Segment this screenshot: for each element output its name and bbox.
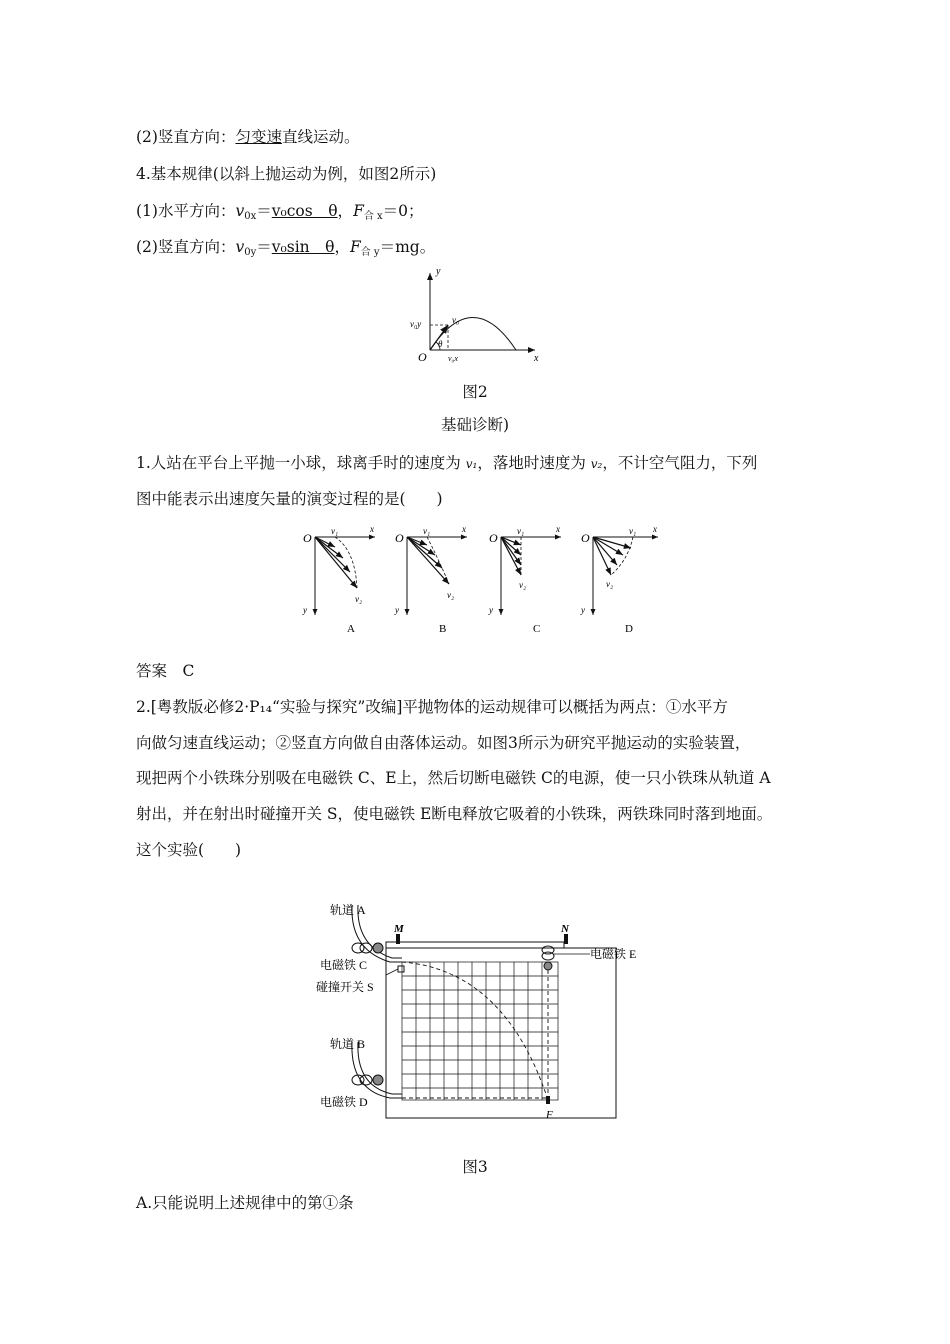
svg-text:x: x	[370, 524, 374, 534]
svg-text:O: O	[581, 531, 590, 545]
section-4-title: 4.基本规律(以斜上抛运动为例，如图2所示)	[136, 165, 437, 183]
question-2-line-1: 2.[粤教版必修2·P₁₄“实验与探究”改编]平抛物体的运动规律可以概括为两点：①水平方	[136, 698, 728, 716]
label-magnet-c: 电磁铁 C	[320, 958, 368, 972]
option-c-diagram	[488, 524, 561, 635]
trajectory-curve	[430, 318, 516, 351]
label-y: y	[436, 266, 441, 277]
question-2-line-4: 射出，并在射出时碰撞开关 S，使电磁铁 E断电释放它吸着的小铁珠，两铁珠同时落到地面。	[136, 805, 773, 823]
question-2-line-3: 现把两个小铁珠分别吸在电磁铁 C、E上，然后切断电磁铁 C的电源，使一只小铁珠从轨道 A	[136, 769, 771, 787]
figure-3-caption: 图3	[462, 1158, 488, 1176]
svg-text:O: O	[303, 531, 312, 545]
svg-text:v₂: v₂	[519, 580, 527, 590]
svg-text:v₁: v₁	[331, 526, 339, 536]
svg-text:v₁: v₁	[629, 526, 637, 536]
blank-answer: 匀变速	[235, 128, 282, 146]
question-2-line-2: 向做匀速直线运动；②竖直方向做自由落体运动。如图3所示为研究平抛运动的实验装置，	[136, 734, 751, 752]
svg-text:v₁: v₁	[423, 526, 431, 536]
answer-1: 答案 C	[136, 662, 195, 680]
label-switch-s: 碰撞开关 S	[316, 980, 374, 994]
svg-text:y: y	[395, 605, 399, 615]
label-magnet-d: 电磁铁 D	[320, 1095, 368, 1109]
label-f: F	[546, 1109, 553, 1121]
option-b-diagram	[394, 524, 467, 635]
svg-text:y: y	[303, 605, 307, 615]
grid	[402, 962, 558, 1100]
option-a-diagram	[302, 524, 375, 635]
question-1-options	[295, 520, 675, 645]
svg-text:x: x	[653, 524, 657, 534]
option-d-label: D	[625, 623, 633, 635]
label-track-b: 轨道 B	[330, 1037, 366, 1051]
horizontal-law-line: (1)水平方向：$v_{0x}=v_0\cos$ θ，$F_{合 x}=0$；	[136, 202, 424, 222]
figure-2-caption: 图2	[462, 383, 488, 401]
question-1-line-1: 1.人站在平台上平抛一小球，球离手时的速度为 v₁，落地时速度为 v₂，不计空气阻力，下列	[136, 454, 758, 472]
question-2-line-5: 这个实验( )	[136, 841, 242, 859]
svg-text:v₂: v₂	[606, 579, 614, 589]
svg-text:O: O	[489, 531, 498, 545]
svg-text:y: y	[489, 605, 493, 615]
svg-text:y: y	[581, 605, 585, 615]
label-v0x: v₀x	[448, 354, 458, 363]
label-x: x	[534, 353, 539, 364]
svg-text:x: x	[462, 524, 466, 534]
label-n: N	[561, 923, 569, 935]
svg-text:v₂: v₂	[355, 594, 363, 604]
figure-2-diagram	[400, 265, 550, 370]
svg-text:x: x	[556, 524, 560, 534]
figure-3-diagram	[290, 890, 660, 1125]
vertical-direction-line: (2)竖直方向：匀变速直线运动。	[136, 128, 360, 146]
svg-text:v₁: v₁	[517, 526, 525, 536]
option-c-label: C	[533, 623, 541, 635]
blank-answer: v₀sin θ	[271, 238, 335, 256]
option-a-label: A	[347, 623, 355, 635]
option-a-text: A.只能说明上述规律中的第①条	[136, 1194, 354, 1212]
label-v0: v₀	[452, 315, 460, 325]
question-1-line-2: 图中能表示出速度矢量的演变过程的是( )	[136, 490, 443, 508]
label-magnet-e: 电磁铁 E	[590, 947, 637, 961]
label-v0y: v₀y	[410, 319, 422, 329]
label-theta: θ	[438, 339, 443, 349]
label-m: M	[394, 923, 404, 935]
label-track-a: 轨道 A	[330, 903, 366, 917]
svg-text:O: O	[395, 531, 404, 545]
vertical-law-line: (2)竖直方向：$v_{0y}=v_0\sin$ θ，$F_{合 y}=mg$。	[136, 238, 436, 258]
diagnosis-heading: 基础诊断)	[440, 416, 510, 434]
option-b-label: B	[439, 623, 447, 635]
label-o: O	[418, 350, 427, 364]
blank-answer: v₀cos θ	[271, 202, 338, 220]
option-d-diagram	[580, 524, 658, 635]
svg-text:v₂: v₂	[447, 590, 455, 600]
